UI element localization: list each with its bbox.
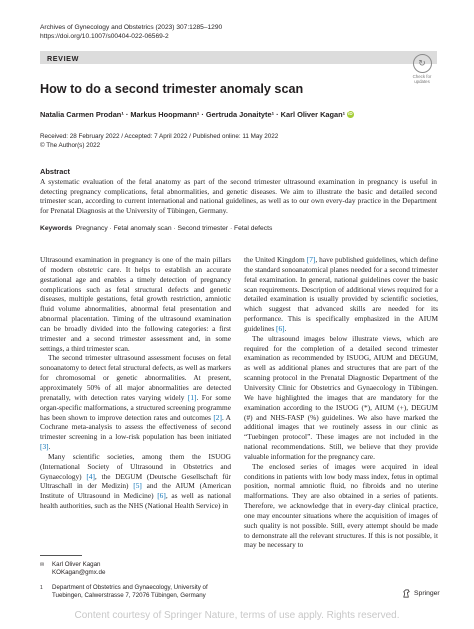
envelope-icon: ✉: [40, 562, 45, 568]
body-text: The second trimester ultrasound assessment focuses on fetal sonoanatomy to detect fetal structural defects, as well as markers for chromosomal or genetic abnormalities. At present, approximately 50% of all major abnormalities are detected prenatally, with detection rates varying widely: [40, 353, 231, 402]
body-text: . For some organ-specific malformations, a structured screening programme has been shown to improve detection rates and outcomes: [40, 392, 231, 422]
keywords: [40, 225, 437, 232]
abstract-text: A systematic evaluation of the fetal anatomy as part of the second trimester ultrasound examination in pregnancy is useful in detecting pregnancy complications, fetal abnormalities, and genetic diseases. We aim to illustrate the basic and detailed second trimester scan, according to current international and national guidelines, as well as to our own every-day practice in the Department for Prenatal Diagnosis at the University of Tübingen, Germany.: [40, 177, 437, 215]
article-dates: [40, 133, 278, 150]
citation-link[interactable]: [6]: [276, 323, 285, 333]
author-list: [40, 110, 354, 119]
citation-link[interactable]: [1]: [187, 392, 197, 402]
abstract-heading: Abstract: [40, 167, 70, 176]
body-text: , the DEGUM (Deutsche Gesellschaft für Ultraschall in der Medizin): [40, 471, 231, 491]
right-column-paragraph: [244, 462, 438, 551]
courtesy-watermark: Content courtesy of Springer Nature, terms of use apply. Rights reserved.: [74, 610, 400, 621]
affiliation-marker: 1: [40, 585, 43, 591]
orcid-icon[interactable]: iD: [348, 111, 353, 117]
authors-text: Natalia Carmen Prodan¹ · Markus Hoopmann¹ · Gertruda Jonaityte¹ · Karl Oliver Kagan¹: [40, 110, 346, 119]
citation-link[interactable]: [6]: [157, 491, 166, 501]
body-text: The ultrasound images below illustrate views, which are required for the completion of a detailed second trimester examination as recommended by ISUOG, AIUM and DEGUM, as well as additional planes and structures that are part of the scanning protocol in the Prenatal Diagnostic Department of the University Clinic for Obstetrics and Gynaecology in Tübingen. We have highlighted the images that are mandatory for the examination according to the ISUOG (*), AIUM (+), DEGUM (#) and NHS-FASP (%) guidelines. We also have marked the additional images that we routinely assess in our clinic as “Tuebingen protocol”. These images are not included in the national recommendations. Still, we believe that they provide valuable information for the pregnancy care.: [244, 333, 438, 461]
copyright-line: © The Author(s) 2022: [40, 141, 101, 149]
journal-citation: Archives of Gynecology and Obstetrics (2023) 307:1285–1290: [40, 24, 223, 31]
article-type-label: REVIEW: [47, 53, 79, 63]
footnote-divider: [40, 555, 82, 556]
body-column-left: [40, 255, 231, 511]
body-text: . A Cochrane meta-analysis to assess the effectiveness of second trimester screening in a low-risk population has been initiated: [40, 412, 231, 442]
body-text: , have published guidelines, which define the standard sonoanatomical planes needed for a second trimester fetal examination. In general, national guidelines cover the basic scan requirements. Description of additional views required for a detailed examination is usually provided by scientific societies, which suggest that advanced skills are needed for its performance. This is specifically emphasized in the AIUM guidelines: [244, 255, 438, 333]
citation-link[interactable]: [3]: [40, 442, 49, 452]
right-column-paragraph: [244, 334, 438, 462]
left-column-paragraph: [40, 452, 231, 511]
history-dates: Received: 28 February 2022 / Accepted: 7 April 2022 / Published online: 11 May 2022: [40, 133, 279, 140]
check-for-updates-badge[interactable]: [408, 54, 436, 84]
publisher-logo: [402, 589, 440, 598]
publisher-name: Springer: [414, 590, 440, 597]
body-text: , as well as national health authorities, such as the NHS (National Health Service) in: [40, 491, 231, 511]
left-column-paragraph: [40, 255, 231, 353]
keywords-label: Keywords: [40, 225, 72, 232]
body-column-right: [244, 255, 438, 550]
body-text: Ultrasound examination in pregnancy is one of the main pillars of modern obstetric care. It helps to establish an accurate gestational age and enables a timely detection of pregnancy complications such as fetal structural defects and genetic diseases, multiple gestations, fetal growth restriction, amniotic fluid volume abnormalities, abnormal fetal presentation and abnormal placentation. Timing of the ultrasound examination can be broadly divided into the following categories: a first trimester and a second trimester assessment and, in some settings, a third trimester scan.: [40, 255, 231, 353]
keywords-list: Pregnancy · Fetal anomaly scan · Second trimester · Fetal defects: [75, 225, 273, 232]
corresponding-author-email[interactable]: KOKagan@gmx.de: [52, 569, 106, 576]
right-column-paragraph: [244, 255, 438, 334]
affiliation-footnote: [40, 584, 232, 600]
article-title: How to do a second trimester anomaly scan: [40, 82, 304, 96]
article-type-bar: [40, 51, 437, 64]
body-text: Many scientific societies, among them the ISUOG (International Society of Ultrasound in Obstetrics and Gynaecology): [40, 451, 231, 481]
check-for-updates-icon: ↻: [413, 54, 432, 73]
citation-link[interactable]: [5]: [133, 481, 142, 491]
corresponding-author-footnote: [40, 561, 105, 577]
springer-horse-icon: [402, 589, 411, 598]
left-column-paragraph: [40, 353, 231, 451]
body-text: .: [48, 442, 51, 452]
check-for-updates-text: Check for updates: [412, 74, 432, 84]
affiliation-text: Department of Obstetrics and Gynaecology, University of Tuebingen, Calwerstrasse 7, 72076 Tübingen, Germany: [52, 584, 208, 599]
doi-link[interactable]: https://doi.org/10.1007/s00404-022-06569-2: [40, 32, 169, 40]
body-text: and the AIUM (American Institute of Ultrasound in Medicine): [40, 481, 231, 501]
body-text: the United Kingdom: [244, 255, 307, 264]
body-text: The enclosed series of images were acquired in ideal conditions in patients with low body mass index, fetus in optimal position, normal amniotic fluid, no fibroids and no uterine malformations. They are also obtained in a series of patients. Therefore, we acknowledge that in every-day clinical practice, one may encounter situations where the acquisition of images of such quality is not possible. Still, every attempt should be made to demonstrate all the relevant structures. If this is not possible, it may be necessary to: [244, 461, 438, 550]
journal-header: [40, 24, 222, 41]
citation-link[interactable]: [7]: [306, 255, 316, 264]
citation-link[interactable]: [4]: [86, 471, 95, 481]
citation-link[interactable]: [2]: [213, 412, 222, 422]
body-text: .: [284, 323, 287, 333]
corresponding-author-name: Karl Oliver Kagan: [52, 561, 101, 568]
